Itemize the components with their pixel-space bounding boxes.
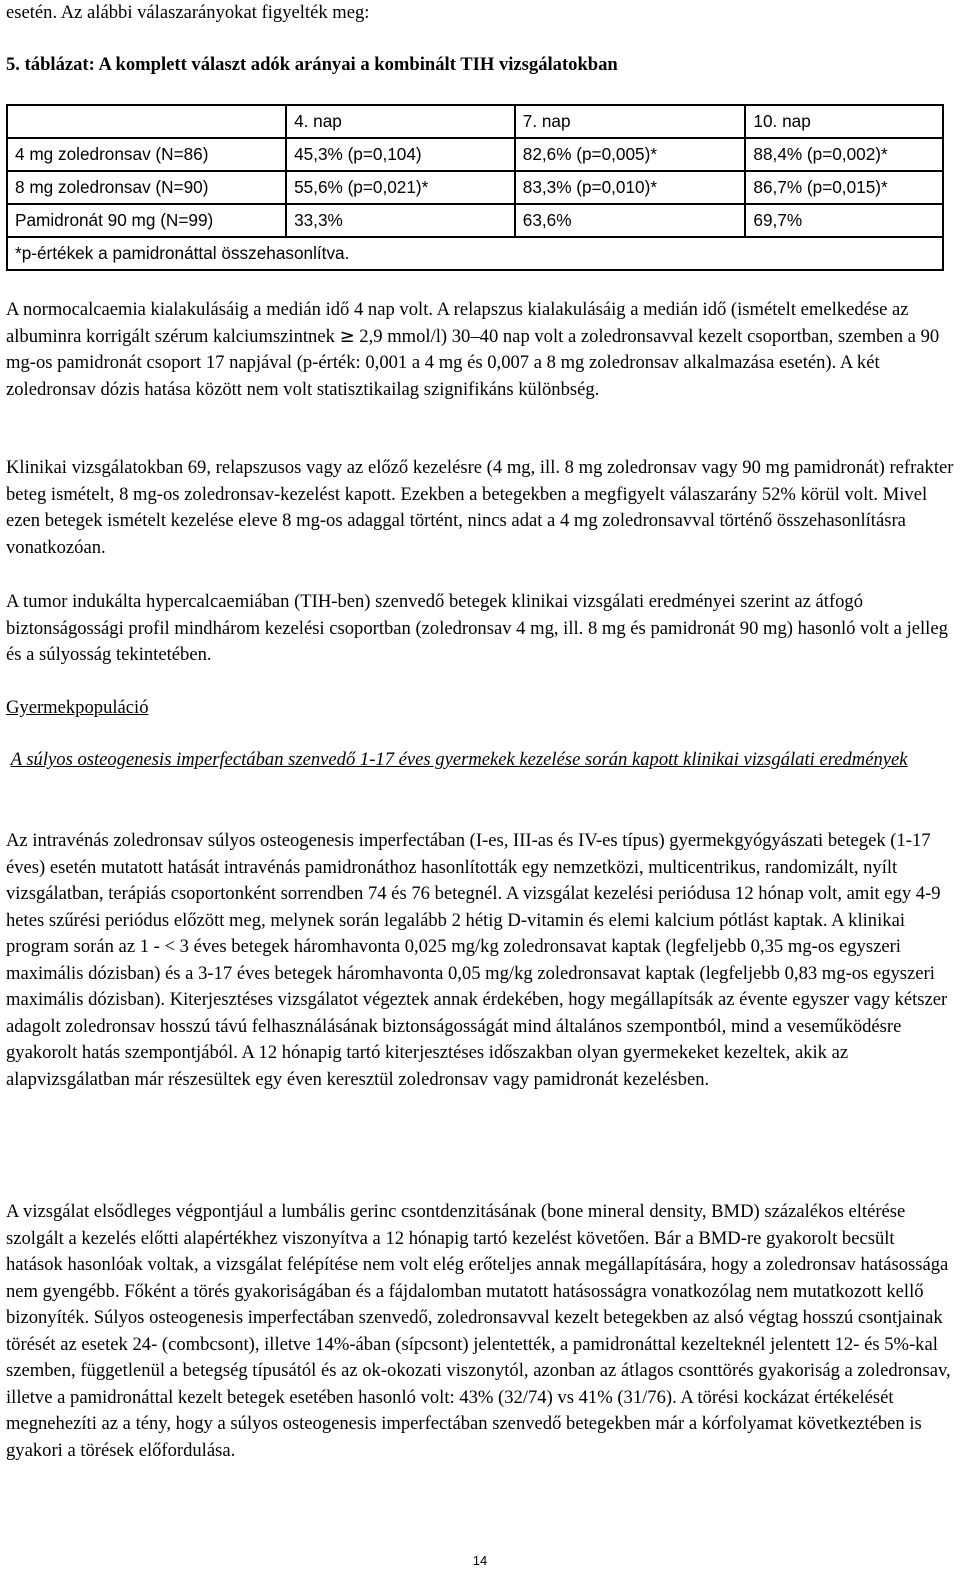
paragraph-endpoint: A vizsgálat elsődleges végpontjául a lumbális gerinc csontdenzitásának (bone mineral density, BMD) százalékos eltérése szolgált a kezelés előtti alapértékhez viszonyítva a 12 hónapig tartó kezelést követően. Bár a BMD-re gyakorolt becsült hatások hasonlóak voltak, a vizsgálat felépítése nem volt elég erőteljes annak megállapítására, hogy a zoledronsav hatásossága nem gyengébb. Főként a törés gyakoriságában és a fájdalomban mutatott hatásosságra vonatkozólag nem mutatkozott kellő bizonyíték. Súlyos osteogenesis imperfectában szenvedő, zoledronsavval kezelt betegekben az alsó végtag hosszú csontjainak törését az esetek 24- (combcsont), illetve 14%-ában (sípcsont) jelentették, a pamidronáttal kezelteknél jelentett 12- és 5%-kal szemben, függetlenül a betegség típusától és az ok-okozati viszonytól, azonban az átlagos csonttörés gyakoriság a zoledronsav, illetve a pamidronáttal kezelt betegek esetében hasonló volt: 43% (32/74) vs 41% (31/76). A törési kockázat értékelését megnehezíti az a tény, hogy a súlyos osteogenesis imperfectában szenvedő betegekben már a kórfolyamat következtében is gyakori a törések előfordulása.	[6, 1201, 951, 1461]
table-footnote-row	[7, 237, 943, 270]
table-header-row	[7, 105, 943, 138]
table-row	[7, 171, 943, 204]
paragraph-study-design: Az intravénás zoledronsav súlyos osteogenesis imperfectában (I-es, III-as és IV-es típus) gyermekgyógyászati betegek (1-17 éves) esetén mutatott hatását intravénás pamidronáthoz hasonlították egy nemzetközi, multicentrikus, randomizált, nyílt vizsgálatban, terápiás csoportonként sorrendben 74 és 76 betegnél. A vizsgálat kezelési periódusa 12 hónap volt, amit egy 4-9 hetes szűrési periódus előzött meg, melynek során legalább 2 hétig D-vitamin és elemi kalcium pótlást kaptak. A klinikai program során az 1 - < 3 éves betegek háromhavonta 0,025 mg/kg zoledronsavat kaptak (legfeljebb 0,35 mg-os egyszeri maximális dózisban) és a 3-17 éves betegek háromhavonta 0,05 mg/kg zoledronsavat kaptak (legfeljebb 0,83 mg-os egyszeri maximális dózisban). Kiterjesztéses vizsgálatot végeztek annak érdekében, hogy megállapítsák az évente egyszer vagy kétszer adagolt zoledronsav hosszú távú felhasználásának biztonságosságát mind általános szempontból, mind a veseműködésre gyakorolt hatás szempontjából. A 12 hónapig tartó kiterjesztéses időszakban olyan gyermekeket kezeltek, akik az alapvizsgálatban már részesültek egy éven keresztül zoledronsav vagy pamidronát kezelésben.	[6, 830, 948, 1090]
subheading-text: A súlyos osteogenesis imperfectában szenvedő 1-17 éves gyermekek kezelése során kapott klinikai vizsgálati eredmények	[10, 749, 908, 770]
table-cell: 69,7%	[745, 204, 943, 237]
table-cell: 88,4% (p=0,002)*	[745, 138, 943, 171]
intro-line: esetén. Az alábbi válaszarányokat figyelték meg:	[6, 2, 370, 23]
page-number: 14	[472, 1553, 488, 1568]
table-cell: 45,3% (p=0,104)	[286, 138, 515, 171]
table-cell: 82,6% (p=0,005)*	[515, 138, 746, 171]
paragraph-relapse-part1: A normocalcaemia kialakulásáig a medián idő 4 nap volt. A relapszus kialakulásáig a medián idő (ismételt emelkedése az albuminra korrigált szérum kalciumszintnek	[6, 299, 909, 347]
table-cell: 86,7% (p=0,015)*	[745, 171, 943, 204]
subheading-osteogenesis	[6, 747, 954, 774]
table-cell: 8 mg zoledronsav (N=90)	[7, 171, 286, 204]
table-cell: 33,3%	[286, 204, 515, 237]
paragraph-safety: A tumor indukálta hypercalcaemiában (TIH-ben) szenvedő betegek klinikai vizsgálati eredményei szerint az átfogó biztonságossági profil mindhárom kezelési csoportban (zoledronsav 4 mg, ill. 8 mg és pamidronát 90 mg) hasonló volt a jelleg és a súlyosság tekintetében.	[6, 591, 948, 665]
response-rate-table	[6, 104, 944, 271]
paragraph-relapse-part2: 2,9 mmol/l) 30–40 nap volt a zoledronsavval kezelt csoportban, szemben a 90 mg-os pamidronát csoport 17 napjával (p-érték: 0,001 a 4 mg és 0,007 a 8 mg zoledronsav alkalmazása esetén). A két zoledronsav dózis hatása között nem volt statisztikailag szignifikáns különbség.	[6, 325, 940, 400]
paragraph-relapse	[6, 297, 954, 403]
table-cell: Pamidronát 90 mg (N=99)	[7, 204, 286, 237]
table-header-cell: 7. nap	[515, 105, 746, 138]
table-row	[7, 138, 943, 171]
table-cell: 63,6%	[515, 204, 746, 237]
table-cell: 4 mg zoledronsav (N=86)	[7, 138, 286, 171]
heading-pediatric-population: Gyermekpopuláció	[6, 697, 149, 718]
table-cell: 83,3% (p=0,010)*	[515, 171, 746, 204]
greater-equal-symbol: ≥	[339, 325, 355, 347]
paragraph-retreatment: Klinikai vizsgálatokban 69, relapszusos vagy az előző kezelésre (4 mg, ill. 8 mg zoledronsav vagy 90 mg pamidronát) refrakter beteg ismételt, 8 mg-os zoledronsav-kezelést kapott. Ezekben a betegekben a megfigyelt válaszarány 52% körül volt. Mivel ezen betegek ismételt kezelése eleve 8 mg-os adaggal történt, nincs adat a 4 mg zoledronsavval történő összehasonlításra vonatkozóan.	[6, 457, 954, 558]
table-caption: 5. táblázat: A komplett választ adók arányai a kombinált TIH vizsgálatokban	[6, 54, 618, 75]
table-row	[7, 204, 943, 237]
table-header-cell: 10. nap	[745, 105, 943, 138]
table-cell: 55,6% (p=0,021)*	[286, 171, 515, 204]
table-header-cell: 4. nap	[286, 105, 515, 138]
table-header-cell	[7, 105, 286, 138]
table-footnote: *p-értékek a pamidronáttal összehasonlítva.	[7, 237, 943, 270]
